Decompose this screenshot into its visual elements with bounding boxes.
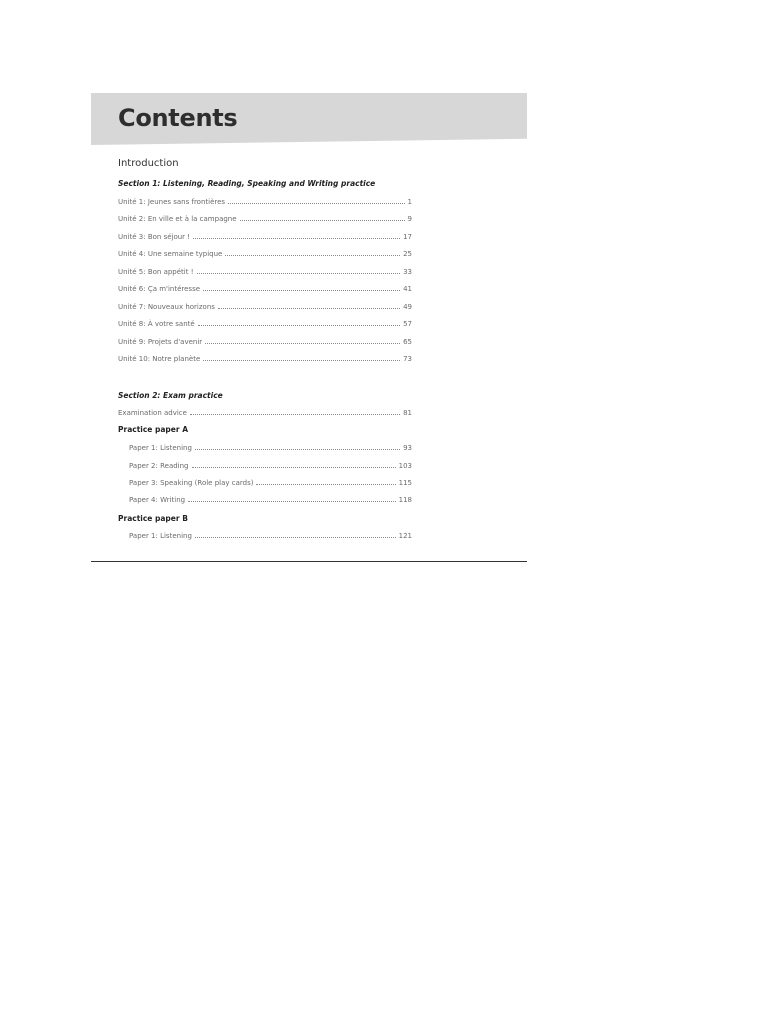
toc-entry-label: Examination advice xyxy=(118,409,187,417)
dot-leader xyxy=(198,319,400,326)
toc-entry-label: Unité 9: Projets d'avenir xyxy=(118,338,203,346)
toc-entry-page: 115 xyxy=(398,479,412,487)
dot-leader xyxy=(197,267,401,274)
toc-entry-page: 121 xyxy=(398,532,412,540)
bottom-rule xyxy=(91,561,527,562)
toc-entry-label: Paper 1: Listening xyxy=(129,532,192,540)
toc-entry-unite-2 xyxy=(118,214,412,225)
toc-entry-page: 103 xyxy=(398,462,412,470)
section-2-heading: Section 2: Exam practice xyxy=(118,391,223,400)
toc-entry-unite-7 xyxy=(118,302,412,313)
toc-entry-page: 73 xyxy=(403,355,412,363)
toc-entry-page: 25 xyxy=(403,250,412,258)
practice-paper-a-heading: Practice paper A xyxy=(118,425,189,434)
toc-entry-unite-6 xyxy=(118,284,412,295)
toc-entry-label: Unité 4: Une semaine typique xyxy=(118,250,223,258)
toc-entry-label: Paper 3: Speaking (Role play cards) xyxy=(129,479,254,487)
toc-entry-examination-advice xyxy=(118,408,412,419)
dot-leader xyxy=(193,232,400,239)
dot-leader xyxy=(218,302,400,309)
dot-leader xyxy=(256,478,395,485)
toc-entry-unite-10 xyxy=(118,354,412,365)
dot-leader xyxy=(205,337,400,344)
toc-entry-label: Unité 10: Notre planète xyxy=(118,355,201,363)
dot-leader xyxy=(240,214,405,221)
section-1-heading: Section 1: Listening, Reading, Speaking and Writing practice xyxy=(118,179,376,188)
toc-entry-unite-3 xyxy=(118,232,412,243)
dot-leader xyxy=(192,461,396,468)
toc-entry-label: Unité 3: Bon séjour ! xyxy=(118,233,191,241)
toc-entry-unite-4 xyxy=(118,249,412,260)
toc-entry-page: 9 xyxy=(407,215,412,223)
toc-entry-page: 93 xyxy=(403,444,412,452)
toc-entry-paper-a-3 xyxy=(129,478,412,489)
toc-entry-page: 81 xyxy=(403,409,412,417)
toc-entry-label: Paper 2: Reading xyxy=(129,462,189,470)
dot-leader xyxy=(195,443,400,450)
toc-entry-unite-1 xyxy=(118,197,412,208)
dot-leader xyxy=(188,495,396,502)
toc-entry-label: Unité 2: En ville et à la campagne xyxy=(118,215,237,223)
toc-entry-page: 1 xyxy=(407,198,412,206)
toc-entry-paper-a-4 xyxy=(129,495,412,506)
toc-entry-page: 57 xyxy=(403,320,412,328)
toc-entry-page: 33 xyxy=(403,268,412,276)
dot-leader xyxy=(190,408,400,415)
toc-entry-label: Unité 8: À votre santé xyxy=(118,320,195,328)
dot-leader xyxy=(203,284,400,291)
toc-entry-page: 41 xyxy=(403,285,412,293)
toc-entry-unite-9 xyxy=(118,337,412,348)
toc-entry-label: Unité 6: Ça m'intéresse xyxy=(118,285,201,293)
dot-leader xyxy=(203,354,400,361)
dot-leader xyxy=(225,249,400,256)
toc-entry-paper-b-1 xyxy=(129,531,412,542)
toc-entry-label: Paper 1: Listening xyxy=(129,444,192,452)
practice-paper-b-heading: Practice paper B xyxy=(118,514,188,523)
toc-entry-page: 118 xyxy=(398,496,412,504)
toc-entry-unite-8 xyxy=(118,319,412,330)
toc-entry-label: Unité 1: Jeunes sans frontières xyxy=(118,198,226,206)
toc-introduction: Introduction xyxy=(118,158,179,169)
toc-entry-page: 17 xyxy=(403,233,412,241)
page-title: Contents xyxy=(118,104,238,132)
toc-entry-page: 49 xyxy=(403,303,412,311)
toc-entry-label: Unité 5: Bon appétit ! xyxy=(118,268,194,276)
dot-leader xyxy=(195,531,396,538)
dot-leader xyxy=(228,197,404,204)
toc-entry-unite-5 xyxy=(118,267,412,278)
toc-entry-paper-a-2 xyxy=(129,461,412,472)
toc-entry-label: Unité 7: Nouveaux horizons xyxy=(118,303,215,311)
toc-entry-label: Paper 4: Writing xyxy=(129,496,186,504)
toc-entry-paper-a-1 xyxy=(129,443,412,454)
toc-entry-page: 65 xyxy=(403,338,412,346)
